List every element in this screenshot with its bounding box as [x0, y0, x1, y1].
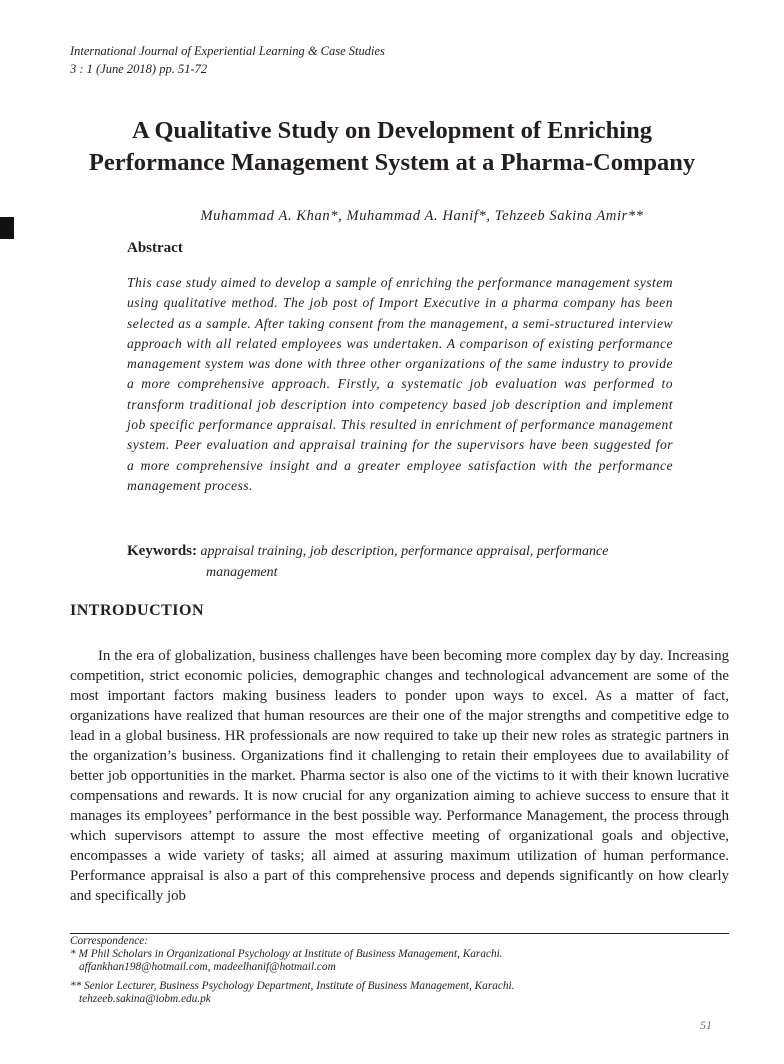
keywords-label: Keywords: — [127, 543, 197, 559]
author-list: Muhammad A. Khan*, Muhammad A. Hanif*, Tehzeeb Sakina Amir** — [200, 208, 644, 224]
keywords-line-1: appraisal training, job description, performance appraisal, performance — [200, 544, 609, 559]
edge-marker — [0, 217, 14, 239]
title-line-1: A Qualitative Study on Development of Enriching — [132, 117, 652, 144]
page-number: 51 — [700, 1018, 712, 1032]
correspondence-block — [70, 935, 515, 1006]
abstract-text: This case study aimed to develop a sample of enriching the performance management system using qualitative method. The job post of Import Executive in a pharma company has been selected as a sample. After taking consent from the management, a semi-structured interview approach with all related employees was undertaken. A comparison of existing performance management system was done with three other organizations of the same industry to provide a more comprehensive approach. Firstly, a systematic job evaluation was performed to transform traditional job description into competency based job description and implement job specific performance appraisal. This resulted in enrichment of performance management system. Peer evaluation and appraisal training for the supervisors have been suggested for a more comprehensive insight and a greater employee satisfaction with the performance management process. — [127, 275, 673, 493]
abstract-heading: Abstract — [127, 240, 183, 256]
journal-name: International Journal of Experiential Learning & Case Studies — [70, 44, 385, 58]
footnote-1-email: affankhan198@hotmail.com, madeelhanif@hotmail.com — [79, 961, 336, 973]
footnote-2: ** Senior Lecturer, Business Psychology Department, Institute of Business Management, Karachi. — [70, 980, 515, 992]
keywords-block — [127, 541, 673, 583]
journal-header — [70, 42, 385, 78]
footnote-rule — [70, 933, 729, 934]
keywords-line-2: management — [206, 565, 278, 580]
paper-title — [40, 115, 744, 179]
journal-issue: 3 : 1 (June 2018) pp. 51-72 — [70, 62, 208, 76]
introduction-heading: INTRODUCTION — [70, 602, 205, 619]
correspondence-label: Correspondence: — [70, 935, 149, 947]
footnote-2-email: tehzeeb.sakina@iobm.edu.pk — [79, 993, 211, 1005]
title-line-2: Performance Management System at a Pharma-Company — [88, 149, 696, 176]
introduction-text: In the era of globalization, business challenges have been becoming more complex day by day. Increasing competition, strict economic policies, demographic changes and technological advancement are some of the most important factors making business leaders to ponder upon ways to excel. As a matter of fact, organizations have realized that human resources are their one of the major strengths and competitive edge to lead in a global business. HR professionals are now required to take up their new roles as strategic partners in the organization’s business. Organizations find it challenging to retain their employees due to availability of better job opportunities in the market. Pharma sector is also one of the victims to it with their known lucrative compensations and rewards. It is now crucial for any organization aiming to achieve success to ensure that it manages its employees’ performance in the best possible way. Performance Management, the process through which supervisors attempt to assure the most effective meeting of organizational goals and objective, encompasses a wide variety of tasks; all aimed at assuring maximum utilization of human performance. Performance appraisal is also a part of this comprehensive process and depends significantly on how clearly and specifically job — [70, 648, 729, 904]
footnote-1: * M Phil Scholars in Organizational Psychology at Institute of Business Management, Karachi. — [70, 948, 503, 960]
